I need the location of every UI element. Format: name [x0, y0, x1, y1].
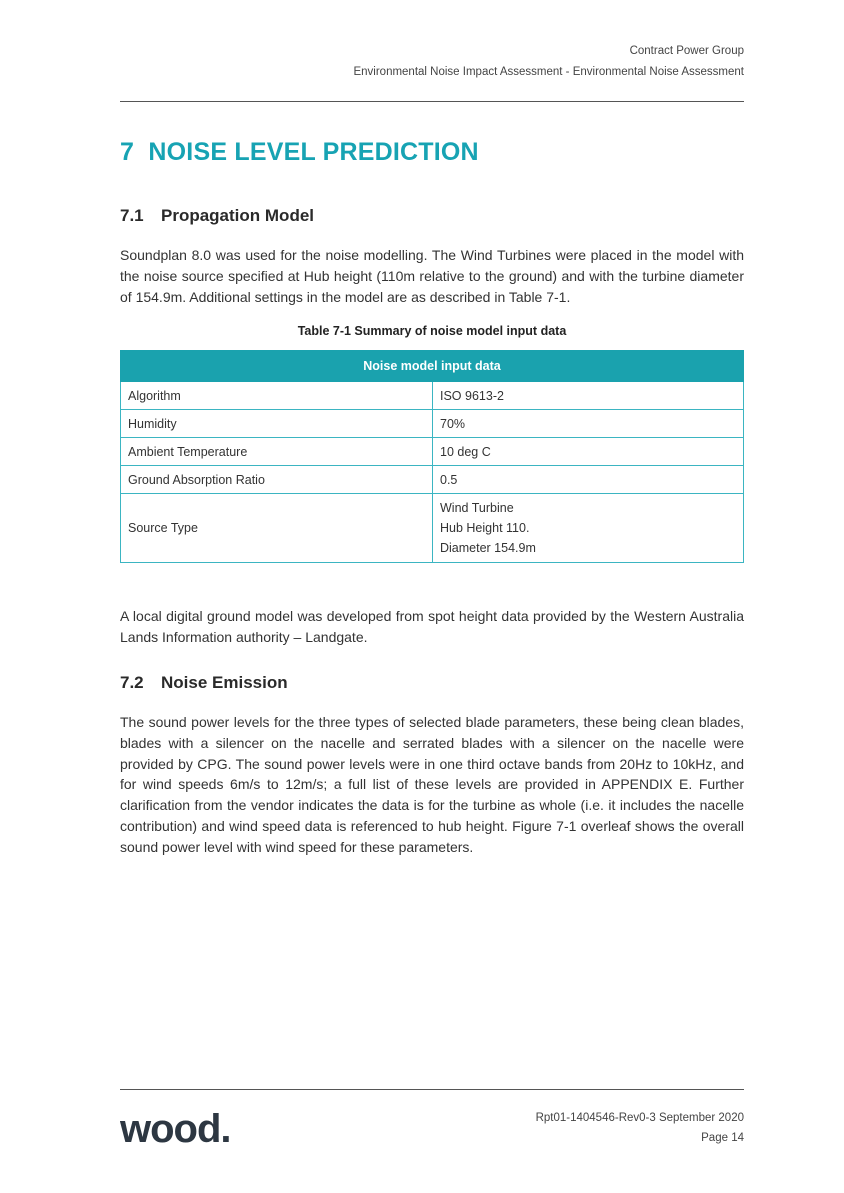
- subsection-number: 7.2: [120, 673, 144, 692]
- subsection-number: 7.1: [120, 206, 144, 225]
- section-title: NOISE LEVEL PREDICTION: [148, 138, 479, 166]
- subsection-title: Noise Emission: [161, 673, 288, 692]
- wood-logo: [120, 1102, 232, 1150]
- row-label: Ambient Temperature: [121, 438, 433, 466]
- subsection-title: Propagation Model: [161, 206, 314, 225]
- ground-model-paragraph: A local digital ground model was developed from spot height data provided by the Western Australia Lands Information authority – Landgate.: [120, 608, 744, 645]
- row-label: Ground Absorption Ratio: [121, 466, 433, 494]
- table-caption: Table 7-1 Summary of noise model input data: [297, 324, 567, 338]
- header-company: Contract Power Group: [629, 45, 744, 57]
- row-value: 10 deg C: [433, 438, 744, 466]
- row-value: 70%: [433, 410, 744, 438]
- table-row: [121, 382, 744, 410]
- footer-divider: [120, 1089, 744, 1090]
- row-label: Humidity: [121, 410, 433, 438]
- row-value-multiline: [433, 494, 744, 563]
- table-header-row: [121, 351, 744, 382]
- header-report-title: Environmental Noise Impact Assessment - Environmental Noise Assessment: [353, 66, 744, 78]
- table-row: [121, 438, 744, 466]
- footer-report-ref: Rpt01-1404546-Rev0-3 September 2020: [535, 1112, 744, 1124]
- row-label: Algorithm: [121, 382, 433, 410]
- header-divider: [120, 101, 744, 102]
- row-label: Source Type: [121, 494, 433, 563]
- subsection-heading-noise-emission: [120, 673, 288, 693]
- noise-emission-paragraph: The sound power levels for the three types of selected blade parameters, these being clean blades, blades with a silencer on the nacelle and serrated blades with a silencer on the nacelle were provided by CPG. The sound power levels were in one third octave bands from 20Hz to 10kHz, and for wind speeds 6m/s to 12m/s; a full list of these levels are provided in APPENDIX E. Further clarification from the vendor indicates the data is for the turbine as whole (i.e. it includes the nacelle contribution) and wind speed data is referenced to hub height. Figure 7-1 overleaf shows the overall sound power level with wind speed for these parameters.: [120, 714, 744, 855]
- footer-page-number: Page 14: [701, 1132, 744, 1144]
- row-value: ISO 9613-2: [433, 382, 744, 410]
- table-row-source-type: [121, 494, 744, 563]
- table-row: [121, 410, 744, 438]
- source-type-line: Diameter 154.9m: [440, 541, 536, 555]
- propagation-paragraph: Soundplan 8.0 was used for the noise modelling. The Wind Turbines were placed in the model with the noise source specified at Hub height (110m relative to the ground) and with the turbine diameter of 154.9m. Additional settings in the model are as described in Table 7-1.: [120, 247, 744, 305]
- section-number: 7: [120, 138, 135, 166]
- source-type-line: Hub Height 110.: [440, 521, 530, 535]
- logo-wordmark: wood.: [120, 1107, 231, 1150]
- table-header: Noise model input data: [121, 351, 744, 382]
- subsection-heading-propagation: [120, 206, 314, 226]
- noise-model-input-table: [120, 350, 744, 563]
- table-row: [121, 466, 744, 494]
- row-value: 0.5: [433, 466, 744, 494]
- section-heading: [120, 138, 479, 167]
- source-type-line: Wind Turbine: [440, 501, 514, 515]
